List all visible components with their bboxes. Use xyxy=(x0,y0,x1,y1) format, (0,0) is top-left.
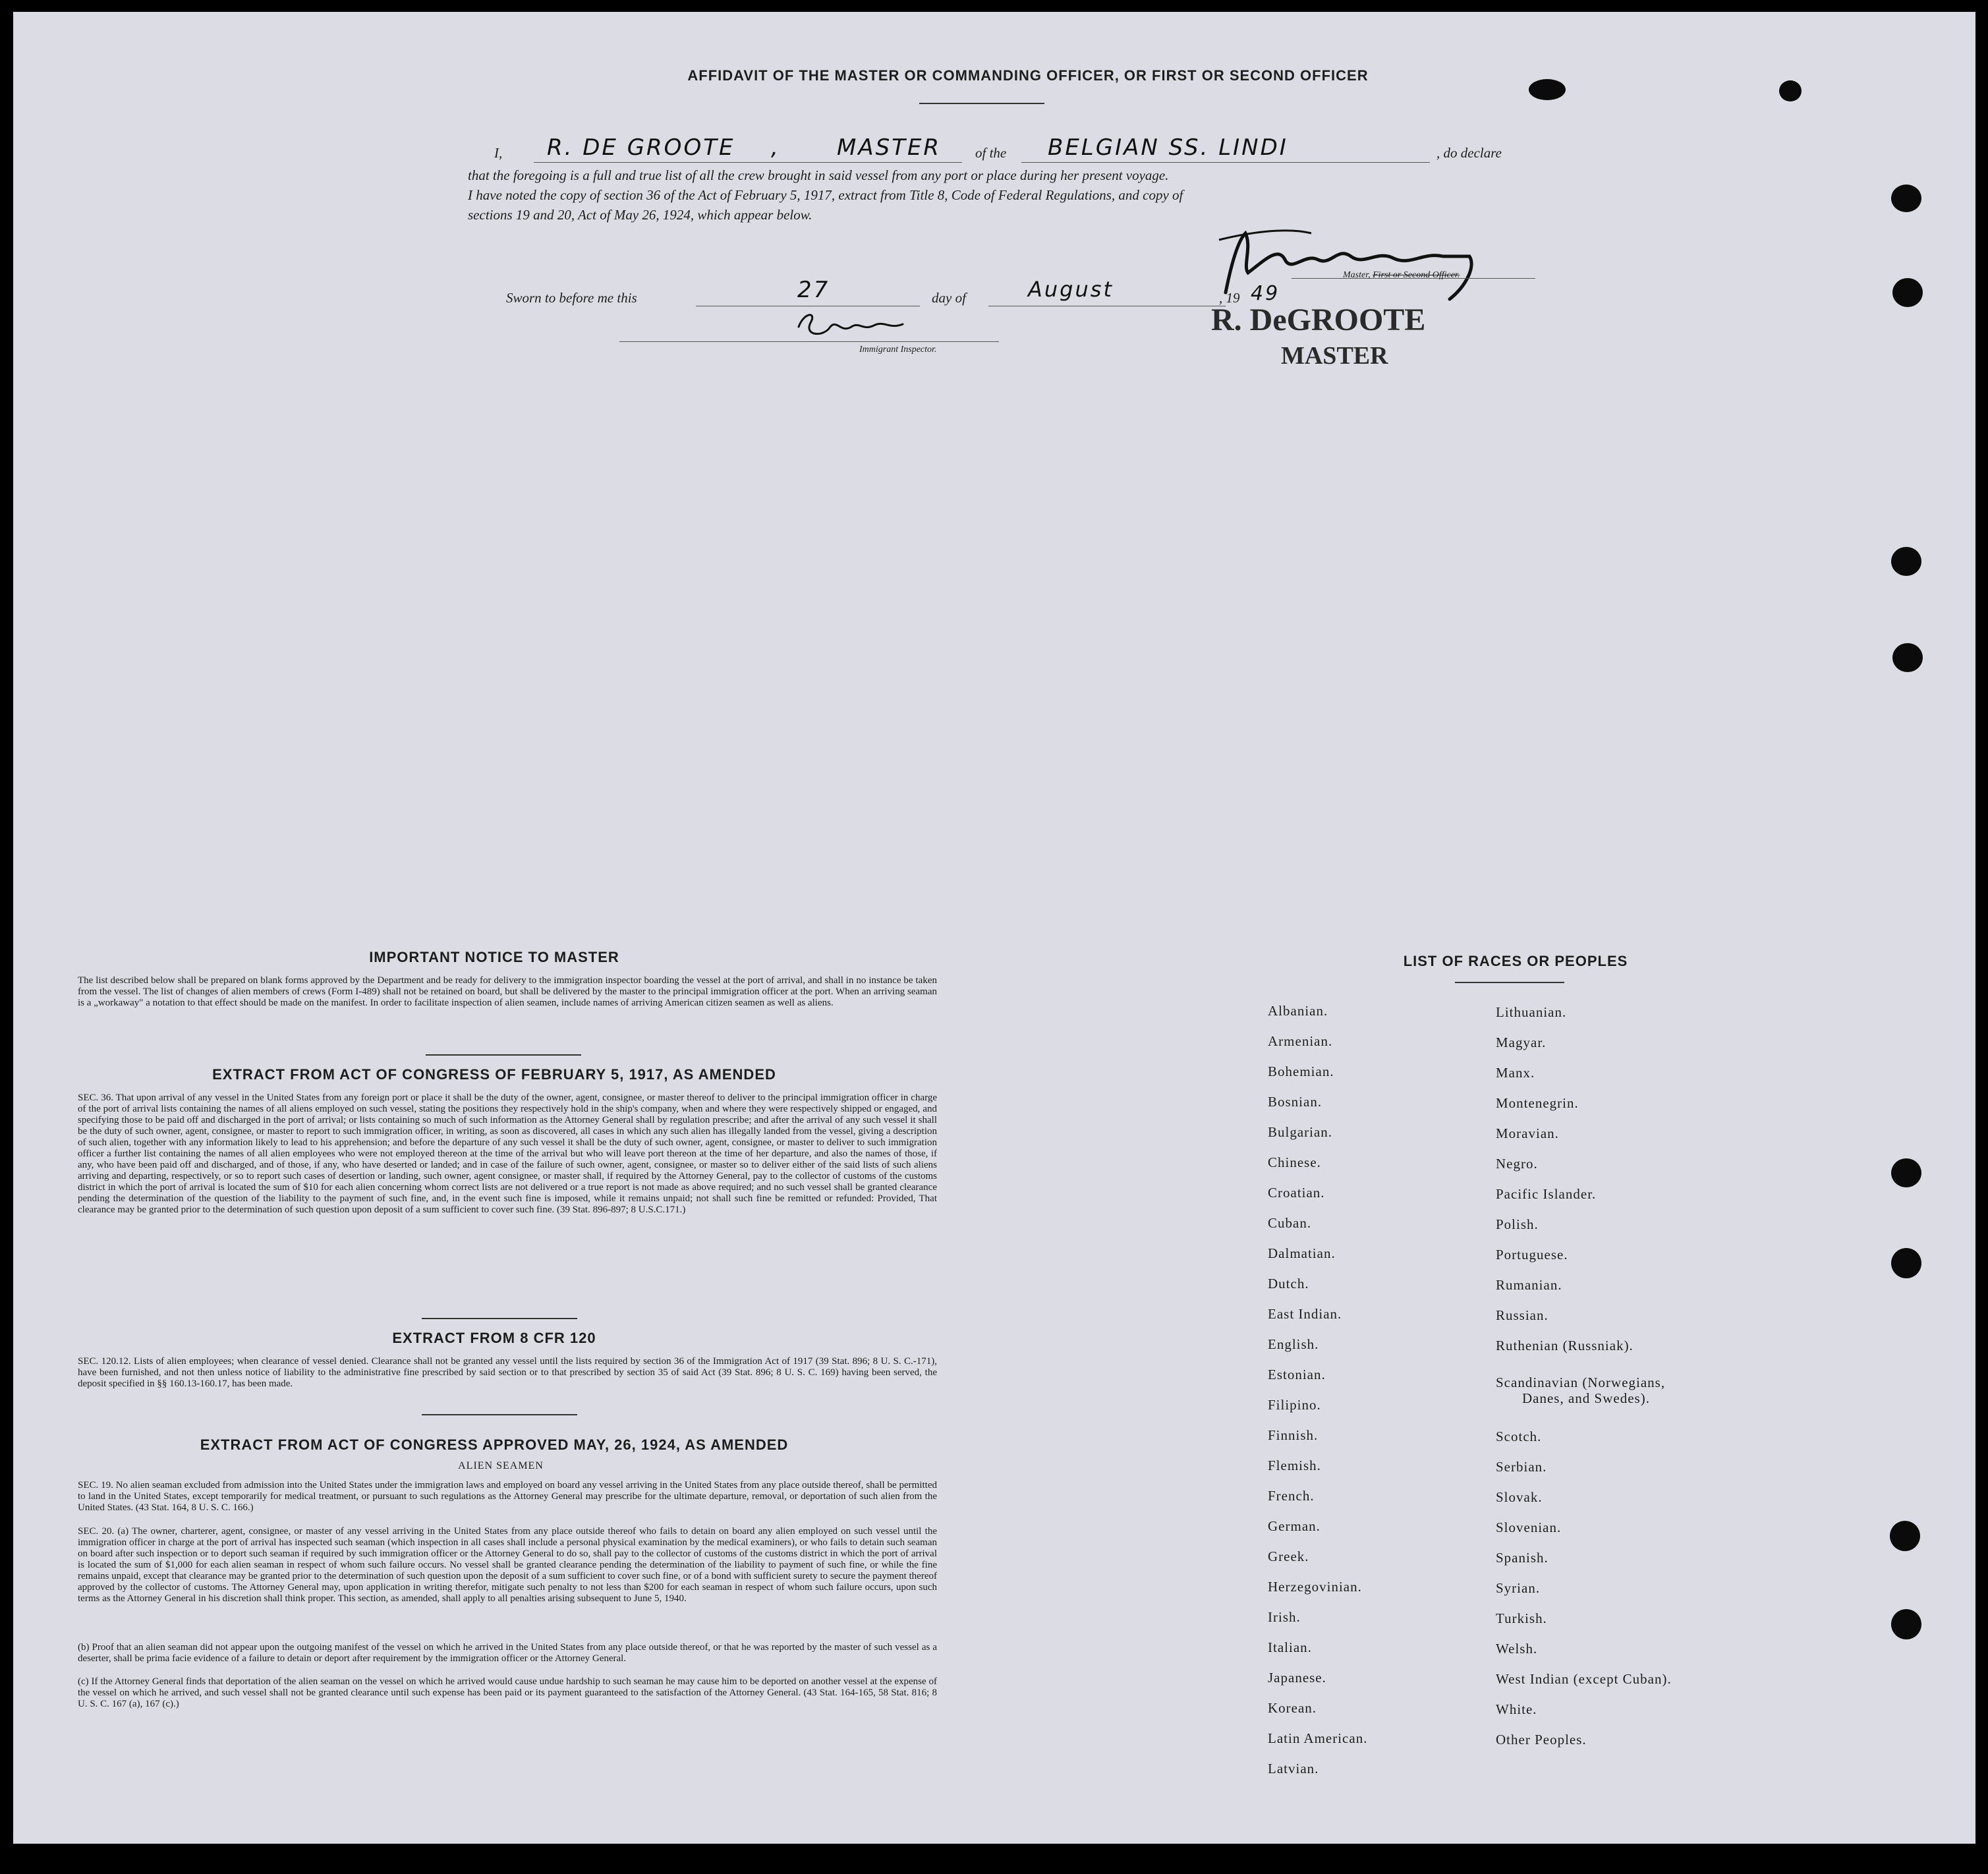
race-left: Latvian. xyxy=(1268,1761,1319,1776)
race-right: Manx. xyxy=(1496,1065,1535,1081)
race-left: Korean. xyxy=(1268,1700,1317,1716)
race-left: Bosnian. xyxy=(1268,1094,1322,1110)
fill-line xyxy=(534,162,962,163)
race-left: Chinese. xyxy=(1268,1154,1321,1170)
race-right: Rumanian. xyxy=(1496,1277,1562,1293)
race-right: Montenegrin. xyxy=(1496,1095,1579,1111)
race-right: West Indian (except Cuban). xyxy=(1496,1671,1672,1687)
extract-1917-title: EXTRACT FROM ACT OF CONGRESS OF FEBRUARY 5, 1917, AS AMENDED xyxy=(212,1066,776,1083)
race-right: Negro. xyxy=(1496,1156,1538,1172)
race-left: Croatian. xyxy=(1268,1185,1325,1201)
race-right: Other Peoples. xyxy=(1496,1732,1587,1747)
comma-entry: , xyxy=(771,134,780,161)
race-right: Slovenian. xyxy=(1496,1519,1562,1535)
race-right: Syrian. xyxy=(1496,1580,1541,1596)
race-left: East Indian. xyxy=(1268,1306,1342,1322)
race-left: Armenian. xyxy=(1268,1033,1333,1049)
inspector-label: Immigrant Inspector. xyxy=(859,345,937,355)
race-right: Ruthenian (Russniak). xyxy=(1496,1338,1633,1353)
extract-1924-sec20c: (c) If the Attorney General finds that deportation of the alien seaman on the vessel on which he arrived would cause undue hardship to such seaman he may cause him to be deported on another vessel at the expense of the vessel on which he arrived, and such vessel shall not be granted clearance until such expense has been paid or its payment guaranteed to the satisfaction of the Attorney General. (43 Stat. 164-165, 58 Stat. 816; 8 U. S. C. 167 (a), 167 (c).) xyxy=(78,1676,937,1709)
race-left: Filipino. xyxy=(1268,1397,1321,1413)
extract-1917-body: SEC. 36. That upon arrival of any vessel in the United States from any foreign port or place it shall be the duty of the owner, agent, consignee, or master thereof to deliver to the principal immigration officer in charge of the port of arrival lists containing the names of all aliens employed on such vessel, stating the positions they respectively hold in the ship's company, when and where they were respectively shipped or engaged, and specifying those to be paid off and discharged in the port of arrival; or lists containing so much of such information as the Attorney General shall by regulation prescribe; and after the arrival of any such vessel it shall be the duty of such owner, agent, consignee, or master to report to such immigration officer, in writing, as soon as discovered, all cases in which any such alien has illegally landed from the vessel, giving a description of such alien, together with any information likely to lead to his apprehension; and before the departure of any such vessel it shall be the duty of such owner, agent, consignee, or master to deliver to such immigration officer a further list containing the names of all alien employees who were not employed thereon at the time of the arrival but who will leave port thereon at the time of her departure, and also the names of those, if any, who have been paid off and discharged, and of those, if any, who have deserted or landed; and in case of the failure of such owner, agent, consignee, or master so to deliver either of the said lists of such aliens arriving and departing, respectively, or so to report such cases of desertion or landing, such owner, agent consignee, or master shall, if required by the Attorney General, pay to the collector of customs of the customs district in which the port of arrival is located the sum of $10 for each alien concerning whom correct lists are not delivered or a true report is not made as above required; and no such vessel shall be granted clearance pending the determination of the question of the liability to the payment of such fine, and, in the event such fine is imposed, while it remains unpaid; not shall such fine be remitted or refunded: Provided, That clearance may be granted prior to the determination of such question upon deposit of a sum sufficient to cover such fine. (39 Stat. 896-897; 8 U.S.C.171.) xyxy=(78,1093,937,1215)
do-declare-label: , do declare xyxy=(1436,145,1502,161)
races-title: LIST OF RACES OR PEOPLES xyxy=(1403,953,1628,969)
day-entry: 27 xyxy=(797,277,830,303)
punch-hole xyxy=(1892,643,1923,672)
race-left: Flemish. xyxy=(1268,1458,1321,1473)
race-left: Albanian. xyxy=(1268,1003,1328,1019)
race-right: Danes, and Swedes). xyxy=(1522,1390,1650,1406)
sworn-label: Sworn to before me this xyxy=(506,290,637,306)
race-left: Bohemian. xyxy=(1268,1064,1334,1079)
race-right: Russian. xyxy=(1496,1307,1548,1323)
race-right: Serbian. xyxy=(1496,1459,1547,1475)
race-right: Spanish. xyxy=(1496,1550,1548,1566)
race-right: Welsh. xyxy=(1496,1641,1538,1657)
race-right: Scandinavian (Norwegians, xyxy=(1496,1375,1666,1390)
declaration-line-4: sections 19 and 20, Act of May 26, 1924, which appear below. xyxy=(468,207,812,223)
race-right: Portuguese. xyxy=(1496,1247,1568,1263)
race-right: Polish. xyxy=(1496,1216,1539,1232)
race-left: Dalmatian. xyxy=(1268,1245,1336,1261)
extract-8cfr-title: EXTRACT FROM 8 CFR 120 xyxy=(392,1330,596,1346)
master-signature xyxy=(1206,220,1522,306)
master-label-text: Master, xyxy=(1343,270,1373,280)
document-page xyxy=(13,12,1975,1844)
race-left: English. xyxy=(1268,1336,1319,1352)
master-stamp-title: MASTER xyxy=(1281,342,1388,370)
extract-1924-title: EXTRACT FROM ACT OF CONGRESS APPROVED MAY, 26, 1924, AS AMENDED xyxy=(200,1436,789,1453)
race-left: Irish. xyxy=(1268,1609,1301,1625)
race-left: Greek. xyxy=(1268,1548,1309,1564)
year-entry: 49 xyxy=(1251,282,1280,305)
affidavit-title: AFFIDAVIT OF THE MASTER OR COMMANDING OFFICER, OR FIRST OR SECOND OFFICER xyxy=(687,67,1369,84)
notice-title: IMPORTANT NOTICE TO MASTER xyxy=(369,949,619,965)
struck-officer-label: First or Second Officer. xyxy=(1373,270,1460,280)
day-of-label: day of xyxy=(932,290,966,306)
race-left: German. xyxy=(1268,1518,1321,1534)
punch-hole xyxy=(1892,278,1923,307)
punch-hole xyxy=(1891,185,1921,212)
race-left: Latin American. xyxy=(1268,1730,1368,1746)
master-label xyxy=(1343,270,1460,281)
race-right: Slovak. xyxy=(1496,1489,1543,1505)
race-right: Magyar. xyxy=(1496,1035,1547,1050)
races-rule xyxy=(1455,982,1564,983)
of-the-label: of the xyxy=(975,145,1007,161)
section-rule xyxy=(422,1318,577,1319)
ink-blot xyxy=(1529,79,1566,100)
punch-hole xyxy=(1891,1248,1921,1278)
master-stamp-name: R. DeGROOTE xyxy=(1211,302,1426,337)
extract-8cfr-body: SEC. 120.12. Lists of alien employees; when clearance of vessel denied. Clearance shall not be granted any vessel until the lists required by section 36 of the Immigration Act of 1917 (39 Stat. 896; 8 U. S. C.-171), have been furnished, and not then unless notice of liability to the administrative fine prescribed by said section or to that prescribed by section 35 of said Act (39 Stat. 896; 8 U. S. C. 169) having been served, the deposit specified in §§ 160.13-160.17, has been made. xyxy=(78,1356,937,1389)
race-left: Estonian. xyxy=(1268,1367,1326,1382)
race-left: Dutch. xyxy=(1268,1276,1309,1292)
race-left: Italian. xyxy=(1268,1639,1312,1655)
race-left: Herzegovinian. xyxy=(1268,1579,1362,1595)
race-right: White. xyxy=(1496,1701,1537,1717)
punch-hole xyxy=(1890,1521,1920,1551)
notice-body: The list described below shall be prepared on blank forms approved by the Department and be ready for delivery to the immigration inspector boarding the vessel at the port of arrival, and shall in no instance be taken from the vessel. The list of changes of alien members of crews (Form I-489) shall not be retained on board, but shall be delivered by the master to the principal immigration officer at the port. When an arriving seaman is a „workaway" a notation to that effect should be made on the manifest. In order to facilitate inspection of alien seamen, include names of arriving American citizen seamen as well as aliens. xyxy=(78,975,937,1008)
pronoun-i: I, xyxy=(494,145,503,161)
month-entry: August xyxy=(1028,277,1114,302)
punch-hole xyxy=(1891,547,1921,576)
vessel-entry: BELGIAN SS. LINDI xyxy=(1048,134,1288,161)
inspector-signature-line xyxy=(619,341,999,342)
ink-blot xyxy=(1779,80,1802,101)
extract-1924-subtitle: ALIEN SEAMEN xyxy=(458,1460,544,1471)
race-right: Scotch. xyxy=(1496,1429,1542,1444)
race-left: Japanese. xyxy=(1268,1670,1326,1686)
race-left: Finnish. xyxy=(1268,1427,1319,1443)
rank-entry: MASTER xyxy=(837,134,942,161)
race-left: Bulgarian. xyxy=(1268,1124,1333,1140)
declaration-line-1 xyxy=(468,129,1542,161)
section-rule xyxy=(426,1054,581,1056)
inspector-signature xyxy=(791,307,923,344)
punch-hole xyxy=(1891,1609,1921,1639)
race-left: French. xyxy=(1268,1488,1315,1504)
race-right: Turkish. xyxy=(1496,1610,1547,1626)
master-name-entry: R. DE GROOTE xyxy=(547,134,735,161)
race-left: Cuban. xyxy=(1268,1215,1312,1231)
declaration-line-2: that the foregoing is a full and true list of all the crew brought in said vessel from any port or place during her present voyage. xyxy=(468,167,1169,183)
extract-1924-sec20b: (b) Proof that an alien seaman did not appear upon the outgoing manifest of the vessel on which he arrived in the United States from any place outside thereof, or that he was reported by the master of such vessel as a deserter, shall be prima facie evidence of a failure to detain or deport after requirement by the immigration officer or the Attorney General. xyxy=(78,1642,937,1664)
race-right: Lithuanian. xyxy=(1496,1004,1567,1020)
fill-line xyxy=(1021,162,1430,163)
extract-1924-sec20a: SEC. 20. (a) The owner, charterer, agent, consignee, or master of any vessel arriving in the United States from any place outside thereof who fails to detain on board any alien employed on such vessel until the immigration officer in charge at the port of arrival has inspected such seaman (which inspection in all cases shall include a personal physical examination by the medical examiners), or who fails to detain such seaman on board after such inspection or to deport such seaman if required by such immigration officer or the Attorney General to do so, shall pay to the collector of customs of the customs district in which the port of arrival is located the sum of $1,000 for each alien seaman in respect of whom such failure occurs. No vessel shall be granted clearance pending the determination of the liability to payment of such fine, or while the fine remains unpaid, except that clearance may be granted prior to the determination of such question upon the deposit of a sum sufficient to cover such fine, or of a bond with sufficient surety to secure the payment thereof approved by the collector of customs. The Attorney General may, upon application in writing therefor, mitigate such penalty to not less than $200 for each seaman in respect of whom such failure occurs, upon such terms as the Attorney General in his discretion shall think proper. This section, as amended, shall apply to all penalties arising subsequent to June 5, 1940. xyxy=(78,1526,937,1604)
section-rule xyxy=(422,1414,577,1415)
extract-1924-sec19: SEC. 19. No alien seaman excluded from admission into the United States under the immigration laws and employed on board any vessel arriving in the United States from any place outside thereof, shall be permitted to land in the United States, except temporarily for medical treatment, or pursuant to such regulations as the Attorney General may prescribe for the ultimate departure, removal, or deportation of such alien from the United States. (43 Stat. 164, 8 U. S. C. 166.) xyxy=(78,1480,937,1513)
race-right: Moravian. xyxy=(1496,1125,1559,1141)
declaration-line-3: I have noted the copy of section 36 of the Act of February 5, 1917, extract from Title 8, Code of Federal Regulations, and copy of xyxy=(468,187,1183,203)
year-prefix-label: , 19 xyxy=(1219,290,1240,306)
race-right: Pacific Islander. xyxy=(1496,1186,1597,1202)
title-rule xyxy=(919,103,1044,104)
punch-hole xyxy=(1891,1158,1921,1187)
